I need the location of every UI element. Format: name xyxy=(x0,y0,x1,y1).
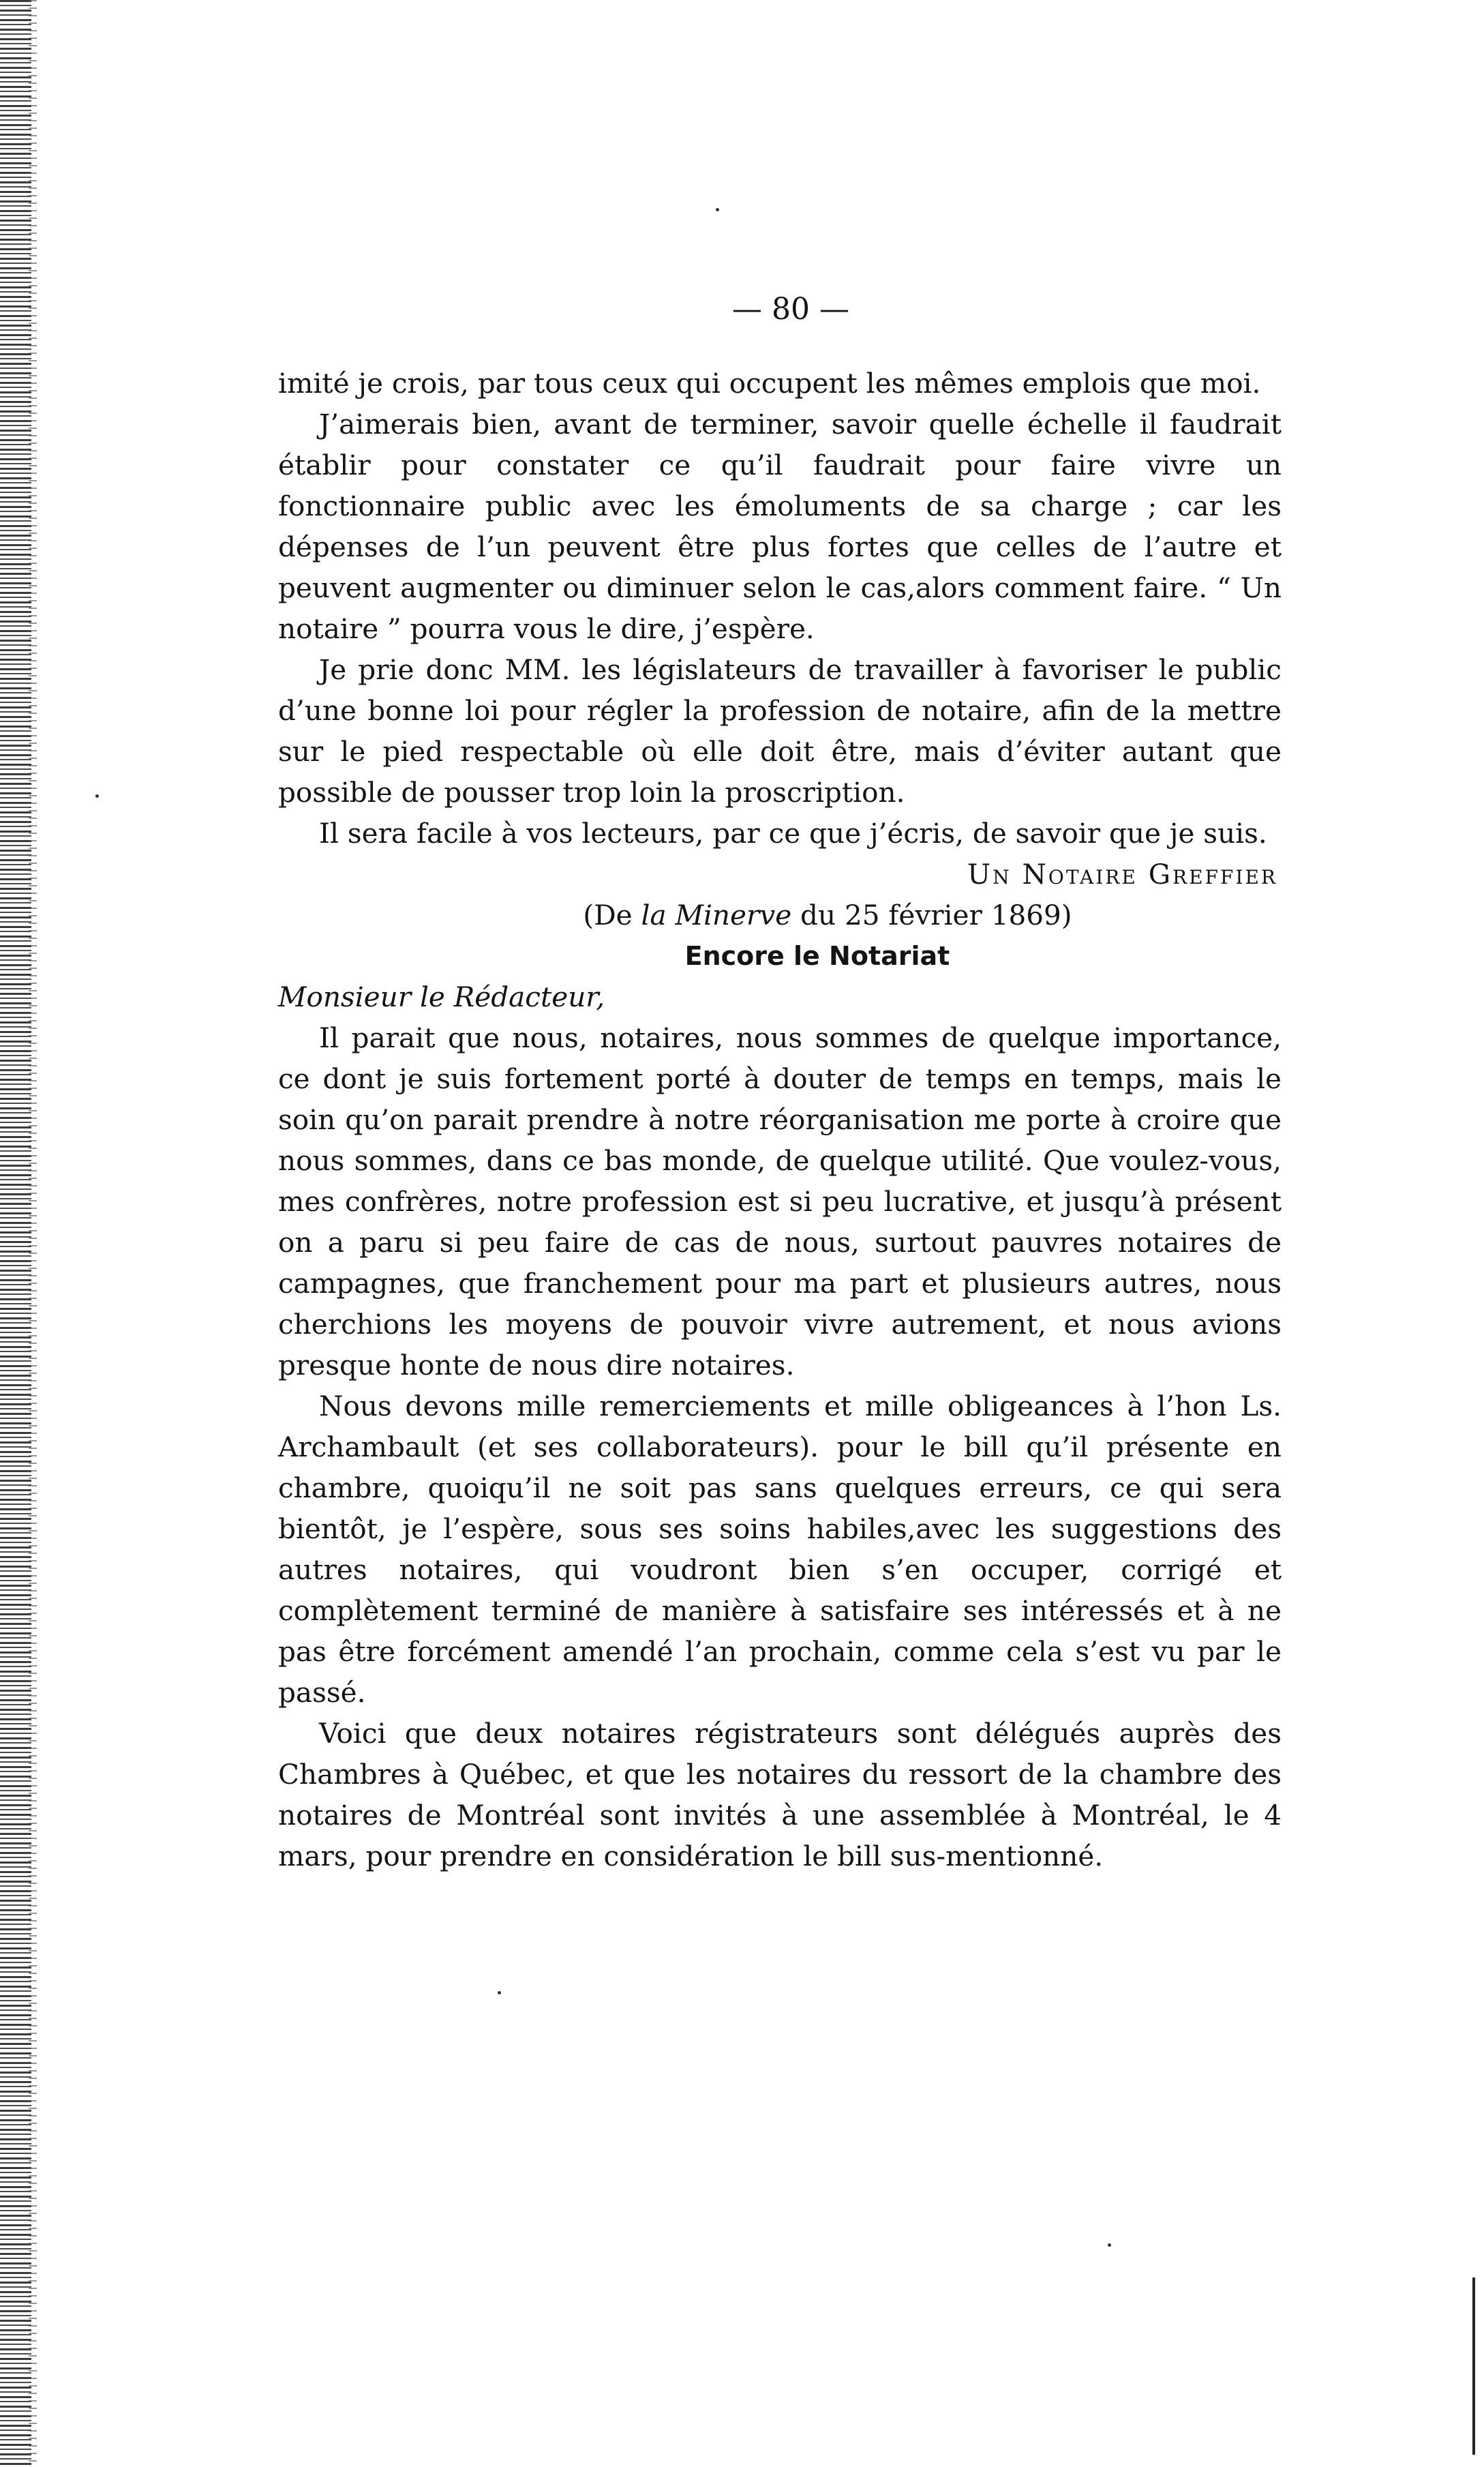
paragraph: Je prie donc MM. les législateurs de travailler à favoriser le public d’une bonne loi pour régler la profession de notaire, afin de la mettre sur le pied respectable où elle doit être, mais d’éviter autant que possible de pousser trop loin la proscription. xyxy=(278,653,1282,809)
paragraph: Nous devons mille remerciements et mille obligeances à l’hon Ls. Archambault (et ses collaborateurs). pour le bill qu’il présente en chambre, quoiqu’il ne soit pas sans quelques erreurs, ce qui sera bientôt, je l’espère, sous ses soins habiles,avec les suggestions des autres notaires, qui voudront bien s’en occuper, corrigé et complètement terminé de manière à satisfaire ses intéressés et à ne pas être forcément amendé l’an prochain, comme cela s’est vu par le passé. xyxy=(278,1390,1282,1709)
section-heading: Encore le Notariat xyxy=(684,941,950,971)
scan-speck xyxy=(95,794,99,798)
page-number: — 80 — xyxy=(732,292,849,327)
scan-speck xyxy=(498,1991,501,1994)
paragraph: Il sera facile à vos lecteurs, par ce que j’écris, de savoir que je suis. xyxy=(319,817,1267,850)
source-journal: la Minerve xyxy=(641,899,792,931)
letter-signature: Un Notaire Greffier xyxy=(967,858,1277,891)
scan-speck xyxy=(1108,2243,1111,2247)
paragraph: Il parait que nous, notaires, nous sommes de quelque importance, ce dont je suis fortement porté à douter de temps en temps, mais le soin qu’on parait prendre à notre réorganisation me porte à croire que nous sommes, dans ce bas monde, de quelque utilité. Que voulez-vous, mes confrères, notre profession est si peu lucrative, et jusqu’à présent on a paru si peu faire de cas de nous, surtout pauvres notaires de campagnes, que franchement pour ma part et plusieurs autres, nous cherchions les moyens de pouvoir vivre autrement, et nous avions presque honte de nous dire notaires. xyxy=(278,1021,1282,1381)
paragraph: J’aimerais bien, avant de terminer, savoir quelle échelle il faudrait établir pour constater ce qu’il faudrait pour faire vivre un fonctionnaire public avec les émoluments de sa charge ; car les dépenses de l’un peuvent être plus fortes que celles de l’autre et peuvent augmenter ou diminuer selon le cas,alors comment faire. “ Un notaire ” pourra vous le dire, j’espère. xyxy=(278,408,1282,645)
scan-artifact-line xyxy=(1472,2277,1475,2455)
letter-salutation: Monsieur le Rédacteur, xyxy=(278,981,605,1013)
source-suffix: du 25 février 1869) xyxy=(791,899,1072,931)
source-citation xyxy=(278,895,1282,936)
paragraph: Voici que deux notaires régistrateurs sont délégués auprès des Chambres à Québec, et que les notaires du ressort de la chambre des notaires de Montréal sont invités à une assemblée à Montréal, le 4 mars, pour prendre en considération le bill sus-mentionné. xyxy=(278,1717,1282,1872)
document-body xyxy=(278,363,1282,1877)
paragraph-continuation: imité je crois, par tous ceux qui occupent les mêmes emplois que moi. xyxy=(278,367,1261,400)
scanned-page-edge xyxy=(0,0,31,2467)
source-prefix: (De xyxy=(583,899,641,931)
scan-speck xyxy=(716,208,719,211)
